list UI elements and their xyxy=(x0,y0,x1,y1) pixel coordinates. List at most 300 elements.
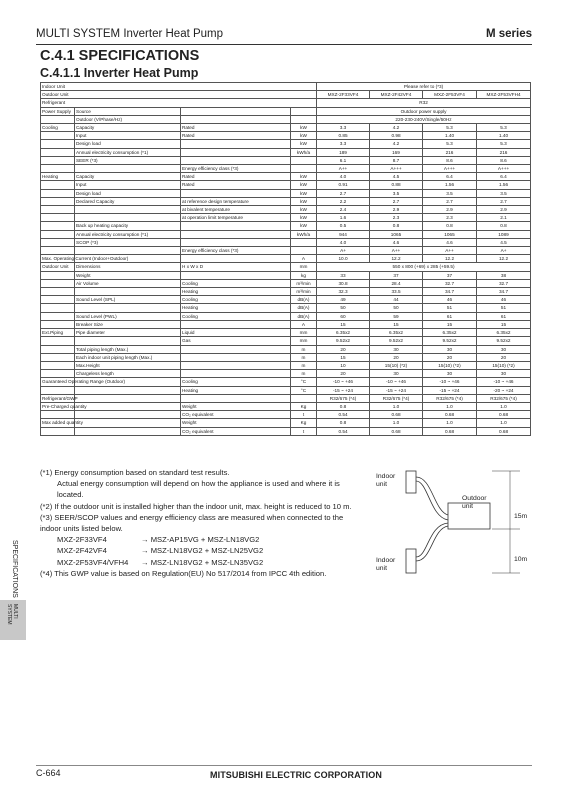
table-cell xyxy=(291,394,317,402)
table-cell: 32.3 xyxy=(317,288,370,296)
table-cell xyxy=(41,197,75,205)
table-cell: 9.52x2 xyxy=(317,337,370,345)
note-1: (*1) Energy consumption based on standard test results. xyxy=(40,468,230,477)
side-tab: MULTI SYSTEM xyxy=(0,600,26,640)
table-cell: Weight xyxy=(181,419,291,427)
combo-row: MXZ-2F33VF4 → MSZ-AP15VG + MSZ-LN18VG2 xyxy=(57,535,260,545)
table-cell: 4.5 xyxy=(370,173,423,181)
table-cell: MXZ-2F42VF4 xyxy=(370,91,423,99)
table-cell: m³/min xyxy=(291,288,317,296)
table-cell xyxy=(41,189,75,197)
table-cell: dB(A) xyxy=(291,304,317,312)
page-number: C-664 xyxy=(36,768,61,778)
table-cell: Rated xyxy=(181,173,291,181)
table-cell xyxy=(41,156,75,164)
table-cell: 28.4 xyxy=(370,279,423,287)
table-cell xyxy=(41,214,75,222)
table-cell: 0.8 xyxy=(317,402,370,410)
table-cell xyxy=(41,345,75,353)
table-cell xyxy=(41,320,75,328)
table-cell: kWh/a xyxy=(291,230,317,238)
table-cell: 220-230-240V/Single/50Hz xyxy=(317,115,531,123)
table-cell xyxy=(41,353,75,361)
page-header xyxy=(36,28,532,45)
table-cell: 12.2 xyxy=(370,255,423,263)
table-cell: 2.1 xyxy=(477,214,531,222)
table-cell: 30 xyxy=(477,345,531,353)
table-row xyxy=(41,279,531,287)
table-cell: Ext.Piping xyxy=(41,329,75,337)
table-cell xyxy=(181,156,291,164)
table-cell: Max. Operating Current (Indoor+Outdoor) xyxy=(42,256,129,262)
table-cell xyxy=(181,271,291,279)
table-cell: 30 xyxy=(423,370,477,378)
table-cell: Energy efficiency class (*3) xyxy=(181,165,291,173)
table-cell xyxy=(41,411,75,419)
table-cell: 37 xyxy=(370,271,423,279)
table-cell: kg xyxy=(291,271,317,279)
table-cell xyxy=(291,115,317,123)
installation-diagram xyxy=(370,465,530,595)
table-row xyxy=(41,386,531,394)
table-row xyxy=(41,394,531,402)
table-cell xyxy=(41,140,75,148)
table-cell: A xyxy=(291,320,317,328)
table-cell: 0.8 xyxy=(477,222,531,230)
table-cell: MXZ-2F33VF4 xyxy=(317,91,370,99)
table-cell xyxy=(41,427,75,435)
table-cell: 1.0 xyxy=(477,419,531,427)
table-cell: 4.0 xyxy=(317,238,370,246)
side-label: SPECIFICATIONS xyxy=(11,540,18,598)
table-row xyxy=(41,83,531,91)
table-row xyxy=(41,214,531,222)
table-cell xyxy=(41,271,75,279)
header-title: MULTI SYSTEM Inverter Heat Pump xyxy=(36,28,224,40)
table-cell xyxy=(181,222,291,230)
table-cell xyxy=(41,222,75,230)
table-cell: mm xyxy=(291,329,317,337)
table-cell: 61 xyxy=(477,312,531,320)
table-cell: 4.0 xyxy=(317,173,370,181)
table-cell xyxy=(181,115,291,123)
table-cell: 0.8 xyxy=(423,222,477,230)
table-row xyxy=(41,165,531,173)
table-cell: MXZ-2F53VFH4 xyxy=(477,91,531,99)
table-cell: 5.3 xyxy=(477,140,531,148)
table-cell: MXZ-2F53VF4 xyxy=(423,91,477,99)
table-cell xyxy=(291,247,317,255)
table-cell: 49 xyxy=(317,296,370,304)
table-cell: Design load xyxy=(75,140,181,148)
table-cell: 32.7 xyxy=(423,279,477,287)
table-cell: 0.8 xyxy=(317,419,370,427)
table-cell: Kg xyxy=(291,419,317,427)
table-cell xyxy=(181,230,291,238)
table-cell: 61 xyxy=(423,312,477,320)
table-cell xyxy=(75,337,181,345)
section-title: C.4.1 SPECIFICATIONS xyxy=(40,48,200,64)
table-cell: 1.0 xyxy=(423,402,477,410)
table-cell: 9.52x2 xyxy=(370,337,423,345)
indoor-unit-bottom-label: Indoor unit xyxy=(376,557,396,572)
table-cell: 6.4 xyxy=(423,173,477,181)
table-cell: 0.68 xyxy=(370,411,423,419)
table-row xyxy=(41,181,531,189)
height-10m-label: 10m xyxy=(514,556,528,563)
table-cell: 1.0 xyxy=(477,402,531,410)
table-cell: 15(10) (*2) xyxy=(477,361,531,369)
table-cell: Dimensions xyxy=(75,263,181,271)
table-row xyxy=(41,370,531,378)
table-cell: mm xyxy=(291,337,317,345)
table-cell: 2.9 xyxy=(423,206,477,214)
table-cell: H x W x D xyxy=(181,263,291,271)
table-cell: 6.35x2 xyxy=(423,329,477,337)
table-row xyxy=(41,271,531,279)
table-cell: 0.8 xyxy=(370,222,423,230)
table-cell: 9.52x2 xyxy=(477,337,531,345)
table-cell: 4.2 xyxy=(370,124,423,132)
table-cell: 30 xyxy=(423,345,477,353)
table-cell: 50 xyxy=(317,304,370,312)
table-row xyxy=(41,173,531,181)
table-cell: Heating xyxy=(181,386,291,394)
table-cell: 12.2 xyxy=(423,255,477,263)
table-cell: A+ xyxy=(317,247,370,255)
note-1-detail: Actual energy consumption will depend on how the appliance is used and where it is located. xyxy=(57,479,340,500)
subsection-title: C.4.1.1 Inverter Heat Pump xyxy=(40,66,199,80)
table-cell: 3.3 xyxy=(317,124,370,132)
table-cell: 20 xyxy=(477,353,531,361)
table-cell: °C xyxy=(291,378,317,386)
table-cell: Breaker Size xyxy=(75,320,181,328)
table-cell xyxy=(181,189,291,197)
table-cell: 15(10) (*2) xyxy=(423,361,477,369)
table-cell: 550 x 800 (+69) x 285 (+59.5) xyxy=(317,263,531,271)
table-cell: 6.35x2 xyxy=(477,329,531,337)
table-cell: 1.0 xyxy=(370,419,423,427)
table-cell xyxy=(181,238,291,246)
table-cell: Gas xyxy=(181,337,291,345)
table-cell xyxy=(291,156,317,164)
table-cell: R32/675 (*4) xyxy=(477,394,531,402)
table-row xyxy=(41,230,531,238)
table-row xyxy=(41,345,531,353)
table-cell: 38 xyxy=(477,271,531,279)
table-cell xyxy=(41,247,75,255)
table-cell: -10 ~ +46 xyxy=(423,378,477,386)
table-cell: 3.5 xyxy=(370,189,423,197)
table-cell: 20 xyxy=(317,345,370,353)
table-cell: 944 xyxy=(317,230,370,238)
table-cell xyxy=(181,255,291,263)
table-row xyxy=(41,115,531,123)
table-cell: Max added quantity xyxy=(42,420,83,426)
table-cell: Power Supply xyxy=(41,107,75,115)
table-cell: 51 xyxy=(423,304,477,312)
table-cell: 44 xyxy=(370,296,423,304)
table-cell: R32/675 (*4) xyxy=(423,394,477,402)
table-cell xyxy=(75,165,181,173)
table-cell xyxy=(41,296,75,304)
table-cell xyxy=(75,304,181,312)
table-cell: -15 ~ +24 xyxy=(370,386,423,394)
table-row xyxy=(41,419,531,427)
table-row xyxy=(41,353,531,361)
table-cell: 4.6 xyxy=(423,238,477,246)
height-15m-label: 15m xyxy=(514,513,528,520)
table-row xyxy=(41,378,531,386)
table-cell xyxy=(181,353,291,361)
table-cell: 0.54 xyxy=(317,411,370,419)
table-cell: 3.3 xyxy=(317,140,370,148)
table-cell xyxy=(41,206,75,214)
table-cell: Cooling xyxy=(41,124,75,132)
spec-table-body xyxy=(41,83,531,436)
table-cell: dB(A) xyxy=(291,296,317,304)
table-cell: 1065 xyxy=(423,230,477,238)
table-cell: -10 ~ +46 xyxy=(370,378,423,386)
table-cell: 189 xyxy=(317,148,370,156)
table-cell: Outdoor (V/Phase/Hz) xyxy=(75,115,181,123)
table-cell: Annual electricity consumption (*1) xyxy=(75,230,181,238)
table-cell: kW xyxy=(291,181,317,189)
table-cell: 30 xyxy=(370,370,423,378)
table-cell: 0.5 xyxy=(317,222,370,230)
table-cell: Please refer to (*3) xyxy=(317,83,531,91)
table-cell: Heating xyxy=(41,173,75,181)
table-cell: 2.7 xyxy=(370,197,423,205)
table-cell: 59 xyxy=(370,312,423,320)
table-cell: 0.85 xyxy=(317,132,370,140)
table-cell: Weight xyxy=(181,402,291,410)
table-cell: Guaranteed Operating Range (Outdoor) xyxy=(42,379,126,385)
table-cell xyxy=(291,107,317,115)
table-cell: 3.5 xyxy=(423,189,477,197)
table-cell xyxy=(181,320,291,328)
table-row xyxy=(41,427,531,435)
table-cell: 20 xyxy=(423,353,477,361)
table-cell: m xyxy=(291,361,317,369)
table-cell: Chargeless length xyxy=(75,370,181,378)
table-cell xyxy=(75,386,181,394)
table-cell: Cooling xyxy=(181,312,291,320)
table-cell: m³/min xyxy=(291,279,317,287)
table-cell: 1065 xyxy=(370,230,423,238)
table-cell xyxy=(41,279,75,287)
table-row xyxy=(41,99,531,107)
table-cell: A+++ xyxy=(370,165,423,173)
table-cell: 12.2 xyxy=(477,255,531,263)
table-cell: 4.2 xyxy=(370,140,423,148)
table-row xyxy=(41,361,531,369)
table-cell: 4.6 xyxy=(370,238,423,246)
table-cell: Cooling xyxy=(181,296,291,304)
table-row xyxy=(41,247,531,255)
table-row xyxy=(41,402,531,410)
table-cell xyxy=(41,181,75,189)
table-cell: 15 xyxy=(317,320,370,328)
table-cell xyxy=(41,312,75,320)
table-cell xyxy=(75,411,181,419)
table-cell: 9.52x2 xyxy=(423,337,477,345)
table-cell: A xyxy=(291,255,317,263)
table-row xyxy=(41,288,531,296)
table-cell: Input xyxy=(75,181,181,189)
table-cell: kW xyxy=(291,132,317,140)
table-cell: 33 xyxy=(317,271,370,279)
table-cell: 6.1 xyxy=(317,156,370,164)
table-cell: 15 xyxy=(317,353,370,361)
table-cell: 5.3 xyxy=(477,124,531,132)
table-cell xyxy=(181,361,291,369)
table-cell: 15(10) (*2) xyxy=(370,361,423,369)
table-cell: kW xyxy=(291,222,317,230)
table-row xyxy=(41,124,531,132)
table-cell: 0.68 xyxy=(477,411,531,419)
table-cell: 0.54 xyxy=(317,427,370,435)
table-cell xyxy=(75,419,181,427)
table-cell: Pre-Charged quantity xyxy=(42,403,87,409)
table-cell: dB(A) xyxy=(291,312,317,320)
table-cell: SEER (*3) xyxy=(75,156,181,164)
table-cell: 34.7 xyxy=(477,288,531,296)
table-cell: 2.2 xyxy=(317,197,370,205)
table-cell: 169 xyxy=(370,148,423,156)
table-cell: 2.3 xyxy=(370,214,423,222)
table-cell: R32/675 (*4) xyxy=(317,394,370,402)
table-cell: Weight xyxy=(75,271,181,279)
table-cell: -10 ~ +46 xyxy=(317,378,370,386)
table-cell: 2.7 xyxy=(477,197,531,205)
table-cell: 1.0 xyxy=(370,402,423,410)
outdoor-unit-label: Outdoor unit xyxy=(462,495,487,510)
spec-table xyxy=(40,82,531,436)
table-cell: kW xyxy=(291,140,317,148)
table-cell xyxy=(75,427,181,435)
table-row xyxy=(41,148,531,156)
table-cell: 1089 xyxy=(477,230,531,238)
table-row xyxy=(41,189,531,197)
table-cell: 50 xyxy=(370,304,423,312)
table-cell: 1.0 xyxy=(423,419,477,427)
table-cell: 2.9 xyxy=(370,206,423,214)
table-cell: CO₂ equivalent xyxy=(181,411,291,419)
table-cell: mm xyxy=(291,263,317,271)
table-cell: A+ xyxy=(477,247,531,255)
table-row xyxy=(41,263,531,271)
table-cell: 1.40 xyxy=(477,132,531,140)
table-cell xyxy=(181,345,291,353)
table-cell: Each indoor unit piping length (Max.) xyxy=(75,353,181,361)
table-row xyxy=(41,296,531,304)
table-cell: Capacity xyxy=(75,124,181,132)
table-cell: 8.6 xyxy=(423,156,477,164)
indoor-unit-top-label: Indoor unit xyxy=(376,473,396,488)
table-cell: 2.7 xyxy=(423,197,477,205)
table-cell xyxy=(75,402,181,410)
table-cell: Sound Level (SPL) xyxy=(75,296,181,304)
footer-divider xyxy=(36,765,532,766)
table-cell: kW xyxy=(291,197,317,205)
table-cell: 6.35x2 xyxy=(317,329,370,337)
table-cell: 0.91 xyxy=(317,181,370,189)
table-row xyxy=(41,91,531,99)
note-4: (*4) This GWP value is based on Regulation(EU) No 517/2014 from IPCC 4th edition. xyxy=(40,568,327,578)
table-cell: 1.56 xyxy=(477,181,531,189)
table-cell: -15 ~ +24 xyxy=(317,386,370,394)
table-cell xyxy=(41,148,75,156)
table-cell: A++ xyxy=(317,165,370,173)
company-name: MITSUBISHI ELECTRIC CORPORATION xyxy=(210,770,382,780)
table-cell: kW xyxy=(291,214,317,222)
table-cell: 0.98 xyxy=(370,132,423,140)
table-row xyxy=(41,156,531,164)
table-cell: t xyxy=(291,427,317,435)
table-cell: Heating xyxy=(181,304,291,312)
table-cell: Outdoor power supply xyxy=(317,107,531,115)
table-cell: 33.5 xyxy=(370,288,423,296)
table-cell: m xyxy=(291,370,317,378)
table-cell: Rated xyxy=(181,124,291,132)
table-cell: m xyxy=(291,345,317,353)
table-cell: A++ xyxy=(423,247,477,255)
table-cell: 1.40 xyxy=(423,132,477,140)
table-row xyxy=(41,320,531,328)
table-cell: 4.5 xyxy=(477,238,531,246)
table-cell: Capacity xyxy=(75,173,181,181)
table-cell: 15 xyxy=(477,320,531,328)
table-cell: Input xyxy=(75,132,181,140)
table-cell: Kg xyxy=(291,402,317,410)
table-cell xyxy=(181,107,291,115)
table-cell xyxy=(41,288,75,296)
table-cell: 10 xyxy=(317,361,370,369)
table-row xyxy=(41,312,531,320)
table-cell: 0.68 xyxy=(423,411,477,419)
table-cell: 30 xyxy=(370,345,423,353)
table-cell: 20 xyxy=(317,370,370,378)
table-cell: Cooling xyxy=(181,378,291,386)
table-cell: Annual electricity consumption (*1) xyxy=(75,148,181,156)
table-cell: Max.Height xyxy=(75,361,181,369)
table-cell: Total piping length (Max.) xyxy=(75,345,181,353)
table-cell: Refrigerant xyxy=(41,99,317,107)
table-cell: at reference design temperature xyxy=(181,197,291,205)
table-cell xyxy=(41,165,75,173)
table-cell: 8.7 xyxy=(370,156,423,164)
table-cell xyxy=(181,394,291,402)
table-row xyxy=(41,107,531,115)
table-cell: -15 ~ +24 xyxy=(423,386,477,394)
table-cell: at bivalent temperature xyxy=(181,206,291,214)
table-row xyxy=(41,222,531,230)
table-cell xyxy=(41,230,75,238)
table-cell: Design load xyxy=(75,189,181,197)
table-cell: Indoor Unit xyxy=(41,83,317,91)
table-cell: Pipe diameter xyxy=(75,329,181,337)
table-cell xyxy=(41,386,75,394)
table-cell: 216 xyxy=(477,148,531,156)
table-cell xyxy=(291,238,317,246)
table-cell xyxy=(75,214,181,222)
table-cell: 0.68 xyxy=(370,427,423,435)
table-cell: Heating xyxy=(181,288,291,296)
notes xyxy=(40,467,360,579)
combo-row: MXZ-2F53VF4/VFH4 → MSZ-LN18VG2 + MSZ-LN35VG2 xyxy=(57,557,264,567)
table-cell: Back up heating capacity xyxy=(75,222,181,230)
